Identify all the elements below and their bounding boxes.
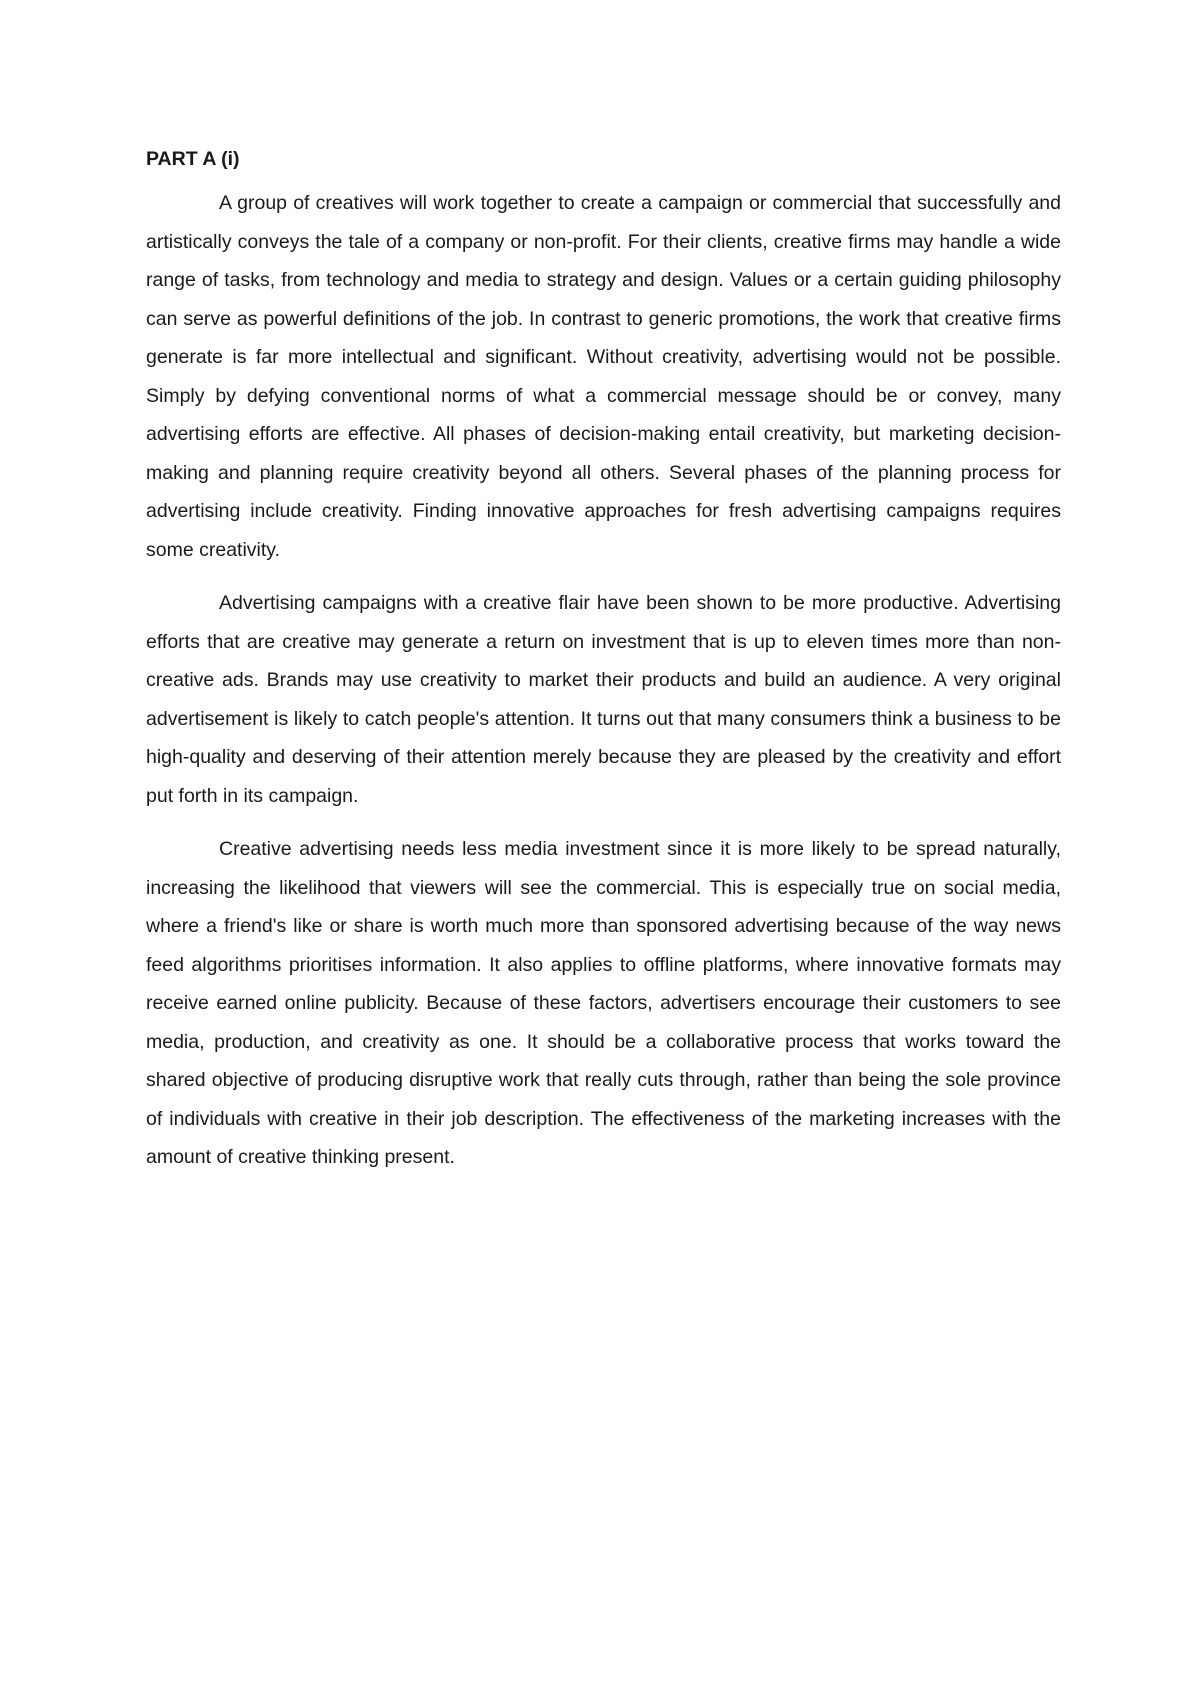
section-heading: PART A (i) <box>146 148 240 170</box>
document-body <box>146 140 1061 1192</box>
paragraph-2: Advertising campaigns with a creative flair have been shown to be more productive. Advertising efforts that are creative may generate a return on investment that is up to eleven times more than non-creative ads. Brands may use creativity to market their products and build an audience. A very original advertisement is likely to catch people's attention. It turns out that many consumers think a business to be high-quality and deserving of their attention merely because they are pleased by the creativity and effort put forth in its campaign. <box>146 592 1061 807</box>
paragraph-1: A group of creatives will work together to create a campaign or commercial that successfully and artistically conveys the tale of a company or non-profit. For their clients, creative firms may handle a wide range of tasks, from technology and media to strategy and design. Values or a certain guiding philosophy can serve as powerful definitions of the job. In contrast to generic promotions, the work that creative firms generate is far more intellectual and significant. Without creativity, advertising would not be possible. Simply by defying conventional norms of what a commercial message should be or convey, many advertising efforts are effective. All phases of decision-making entail creativity, but marketing decision-making and planning require creativity beyond all others. Several phases of the planning process for advertising include creativity. Finding innovative approaches for fresh advertising campaigns requires some creativity. <box>146 192 1061 561</box>
paragraph-3: Creative advertising needs less media investment since it is more likely to be spread naturally, increasing the likelihood that viewers will see the commercial. This is especially true on social media, where a friend's like or share is worth much more than sponsored advertising because of the way news feed algorithms prioritises information. It also applies to offline platforms, where innovative formats may receive earned online publicity. Because of these factors, advertisers encourage their customers to see media, production, and creativity as one. It should be a collaborative process that works toward the shared objective of producing disruptive work that really cuts through, rather than being the sole province of individuals with creative in their job description. The effectiveness of the marketing increases with the amount of creative thinking present. <box>146 838 1061 1168</box>
